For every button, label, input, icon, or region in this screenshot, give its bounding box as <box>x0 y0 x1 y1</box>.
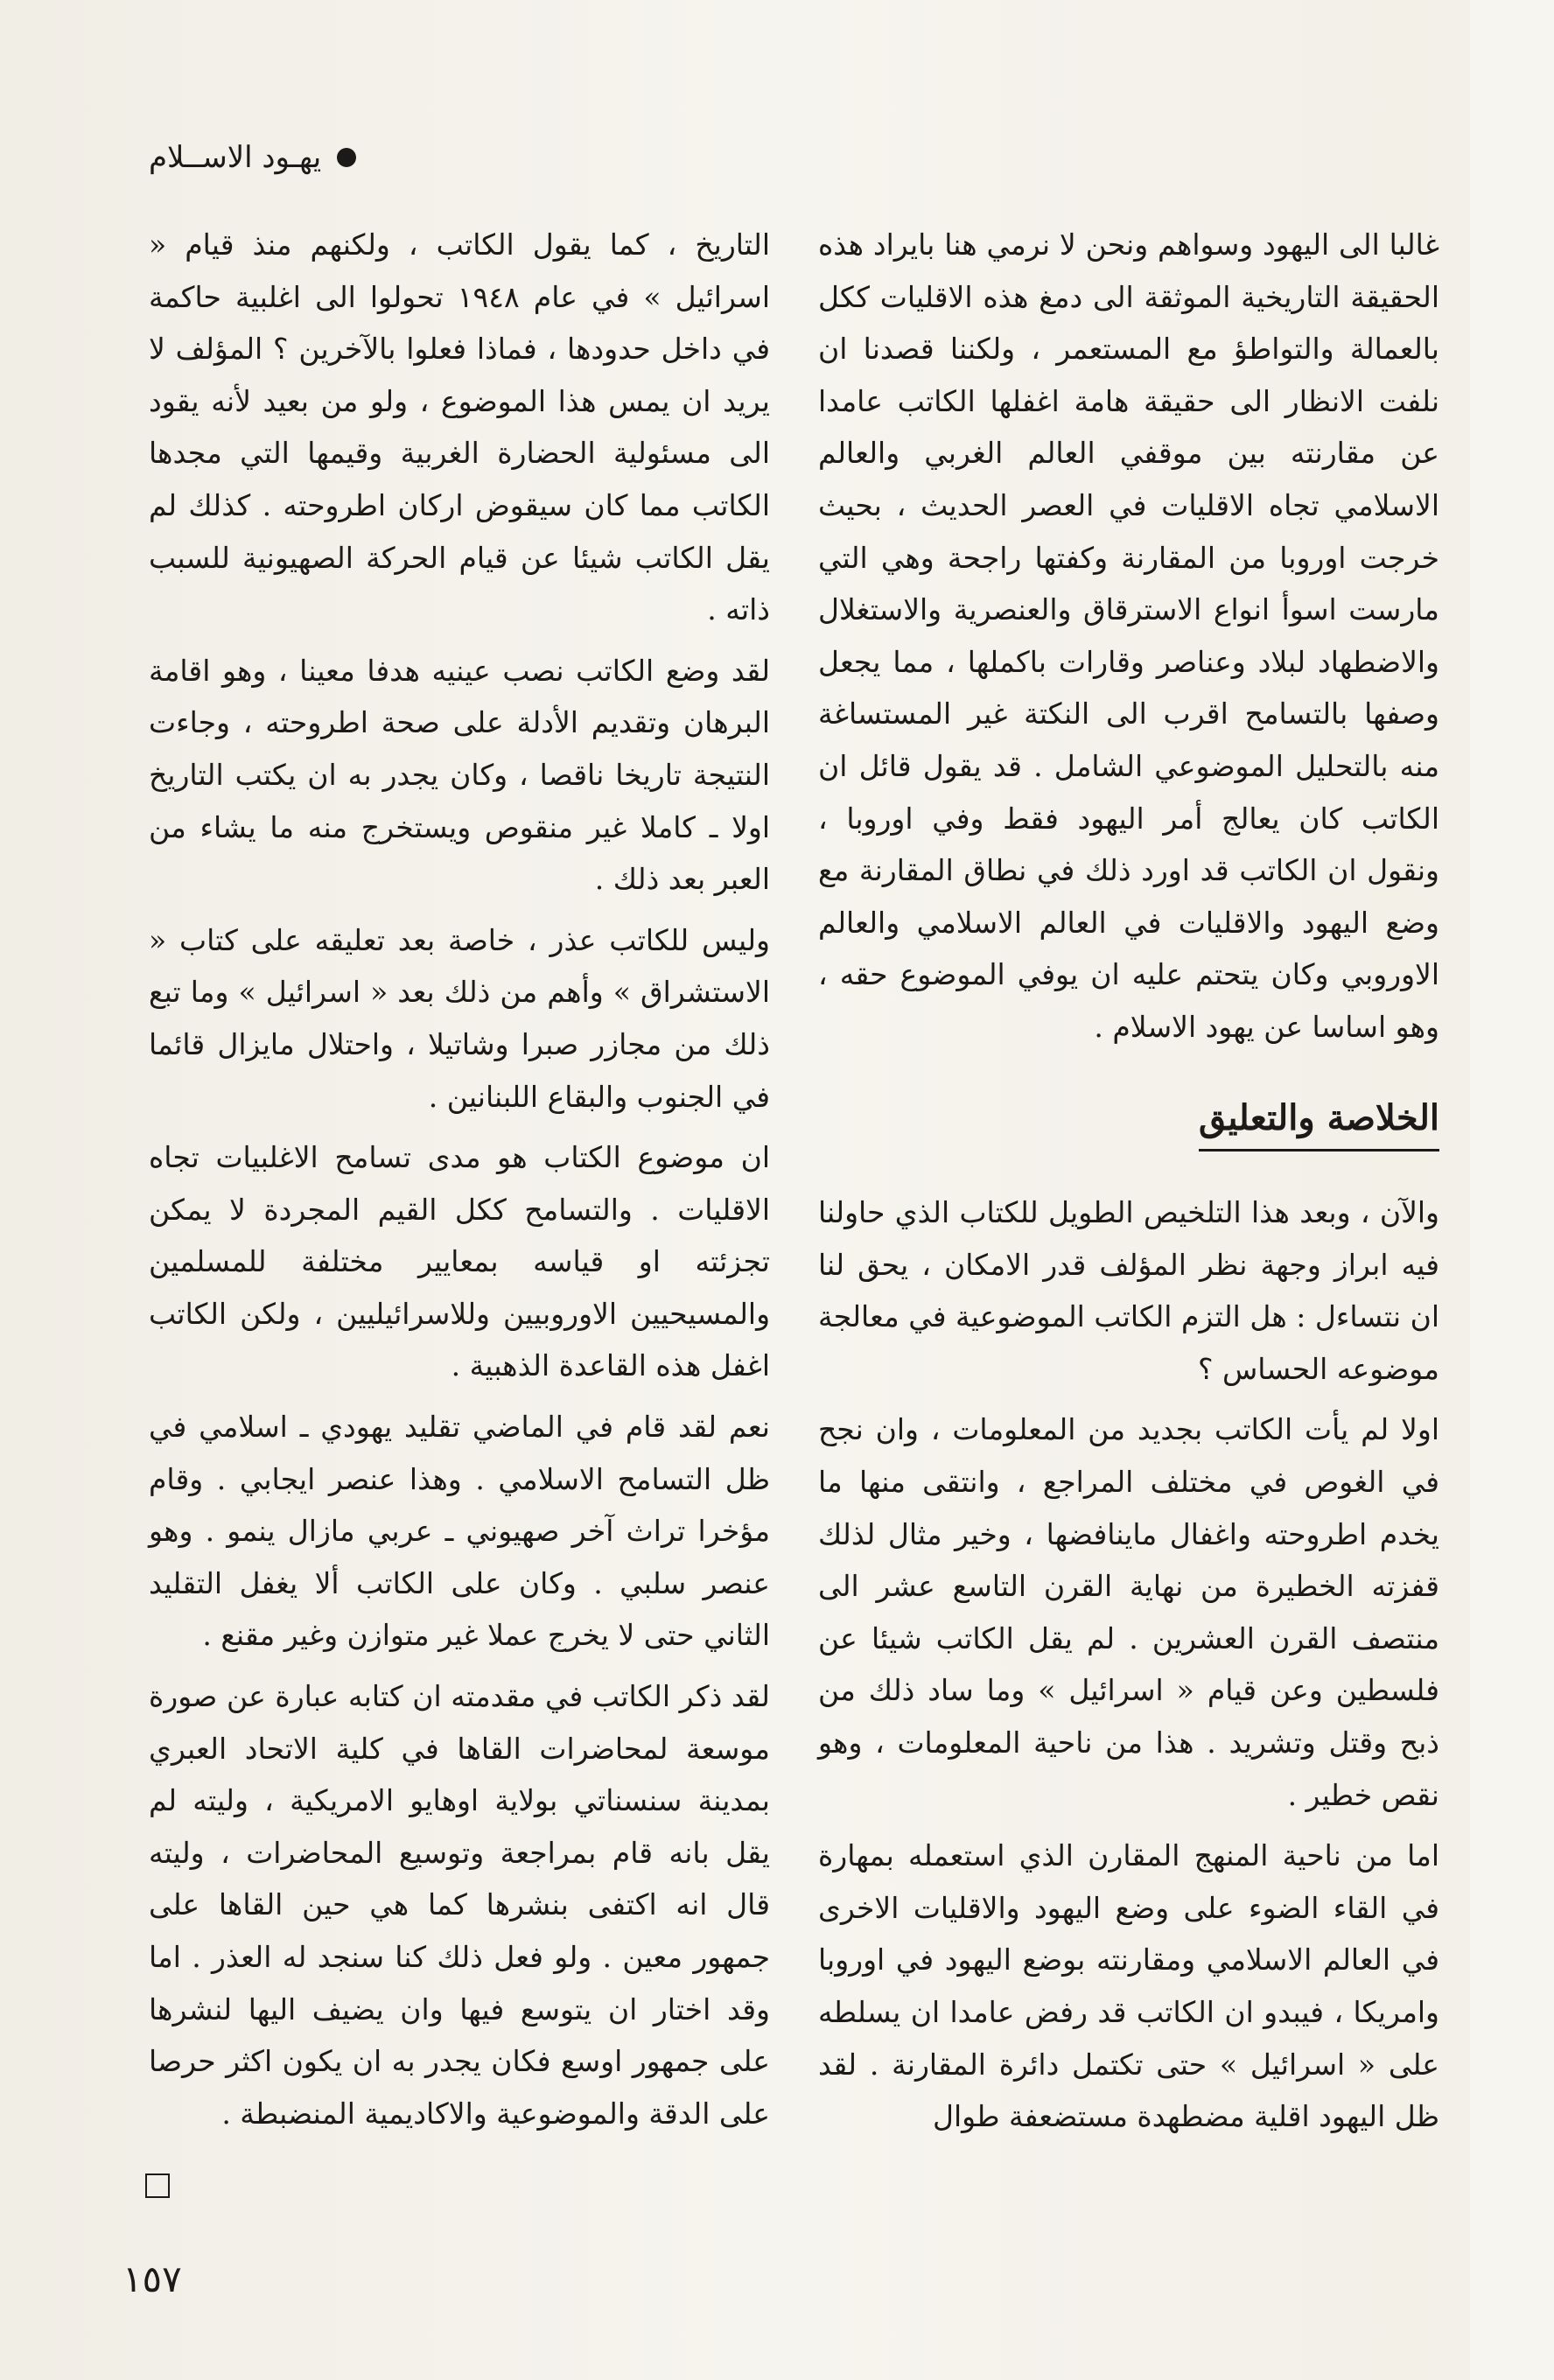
running-title: يهـود الاســلام <box>149 140 322 175</box>
section-heading-wrap <box>818 1062 1439 1187</box>
bullet-icon <box>337 148 356 167</box>
paragraph: لقد ذكر الكاتب في مقدمته ان كتابه عبارة عن صورة موسعة لمحاضرات القاها في كلية الاتحاد العبري بمدينة سنسناتي بولاية اوهايو الامريكية ، وليته لم يقل بانه قام بمراجعة وتوسيع المحاضرات ، وليته قال انه اكتفى بنشرها كما هي حين القاها على جمهور معين . ولو فعل ذلك كنا سنجد له العذر . اما وقد اختار ان يتوسع فيها وان يضيف اليها لنشرها على جمهور اوسع فكان يجدر به ان يكون اكثر حرصا على الدقة والموضوعية والاكاديمية المنضبطة . <box>149 1679 771 2131</box>
paragraph: اما من ناحية المنهج المقارن الذي استعمله بمهارة في القاء الضوء على وضع اليهود والاقليات الاخرى في العالم الاسلامي ومقارنته بوضع اليهود في اوروبا وامريكا ، فيبدو ان الكاتب قد رفض عامدا ان يسلطه على « اسرائيل » حتى تكتمل دائرة المقارنة . لقد ظل اليهود اقلية مضطهدة مستضعفة طوال <box>818 1838 1439 2134</box>
paragraph: ان موضوع الكتاب هو مدى تسامح الاغلبيات تجاه الاقليات . والتسامح ككل القيم المجردة لا يمكن تجزئته او قياسه بمعايير مختلفة للمسلمين والمسيحيين الاوروبيين وللاسرائيليين ، ولكن الكاتب اغفل هذه القاعدة الذهبية . <box>149 1140 770 1383</box>
page-number: ١٥٧ <box>122 2258 182 2300</box>
left-column <box>149 219 770 2148</box>
paragraph: نعم لقد قام في الماضي تقليد يهودي ـ اسلامي في ظل التسامح الاسلامي . وهذا عنصر ايجابي . وقام مؤخرا تراث آخر صهيوني ـ عربي مازال ينمو . وهو عنصر سلبي . وكان على الكاتب ألا يغفل التقليد الثاني حتى لا يخرج عملا غير متوازن وغير مقنع . <box>149 1410 770 1653</box>
paragraph: اولا لم يأت الكاتب بجديد من المعلومات ، وان نجح في الغوص في مختلف المراجع ، وانتقى منها ما يخدم اطروحته واغفال ماينافضها ، وخير مثال لذلك قفزته الخطيرة من نهاية القرن التاسع عشر الى منتصف القرن العشرين . لم يقل الكاتب شيئا عن فلسطين وعن قيام « اسرائيل » وما ساد ذلك من ذبح وقتل وتشريد . هذا من ناحية المعلومات ، وهو نقص خطير . <box>818 1412 1439 1812</box>
paragraph: غالبا الى اليهود وسواهم ونحن لا نرمي هنا بايراد هذه الحقيقة التاريخية الموثقة الى دمغ هذه الاقليات ككل بالعمالة والتواطؤ مع المستعمر ، ولكننا قصدنا ان نلفت الانظار الى حقيقة هامة اغفلها الكاتب عامدا عن مقارنته بين موقفي العالم الغربي والعالم الاسلامي تجاه الاقليات في العصر الحديث ، بحيث خرجت اوروبا من المقارنة وكفتها راجحة وهي التي مارست اسوأ انواع الاسترقاق والعنصرية والاستغلال والاضطهاد لبلاد وعناصر وقارات باكملها ، مما يجعل وصفها بالتسامح اقرب الى النكتة غير المستساغة منه بالتحليل الموضوعي الشامل . قد يقول قائل ان الكاتب كان يعالج أمر اليهود فقط وفي اوروبا ، ونقول ان الكاتب قد اورد ذلك في نطاق المقارنة مع وضع اليهود والاقليات في العالم الاسلامي والعالم الاوروبي وكان يتحتم عليه ان يوفي الموضوع حقه ، وهو اساسا عن يهود الاسلام . <box>818 228 1439 1044</box>
running-head <box>149 140 356 175</box>
paragraph: التاريخ ، كما يقول الكاتب ، ولكنهم منذ قيام « اسرائيل » في عام ١٩٤٨ تحولوا الى اغلبية حاكمة في داخل حدودها ، فماذا فعلوا بالآخرين ؟ المؤلف لا يريد ان يمس هذا الموضوع ، ولو من بعيد لأنه يقود الى مسئولية الحضارة الغربية وقيمها التي مجدها الكاتب مما كان سيقوض اركان اطروحته . كذلك لم يقل الكاتب شيئا عن قيام الحركة الصهيونية للسبب ذاته . <box>149 228 771 627</box>
right-column <box>818 219 1439 2152</box>
paragraph: لقد وضع الكاتب نصب عينيه هدفا معينا ، وهو اقامة البرهان وتقديم الأدلة على صحة اطروحته ، وجاءت النتيجة تاريخا ناقصا ، وكان يجدر به ان يكتب التاريخ اولا ـ كاملا غير منقوص ويستخرج منه ما يشاء من العبر بعد ذلك . <box>149 653 770 897</box>
page-edge <box>1470 0 1554 2380</box>
section-heading: الخلاصة والتعليق <box>1199 1092 1439 1152</box>
paragraph: وليس للكاتب عذر ، خاصة بعد تعليقه على كتاب « الاستشراق » وأهم من ذلك بعد « اسرائيل » وما تبع ذلك من مجازر صبرا وشاتيلا ، واحتلال مايزال قائما في الجنوب والبقاع اللبنانين . <box>149 922 770 1114</box>
paragraph: والآن ، وبعد هذا التلخيص الطويل للكتاب الذي حاولنا فيه ابراز وجهة نظر المؤلف قدر الامكان ، يحق لنا ان نتساءل : هل التزم الكاتب الموضوعية في معالجة موضوعه الحساس ؟ <box>818 1195 1439 1386</box>
end-square-icon <box>145 2174 170 2198</box>
